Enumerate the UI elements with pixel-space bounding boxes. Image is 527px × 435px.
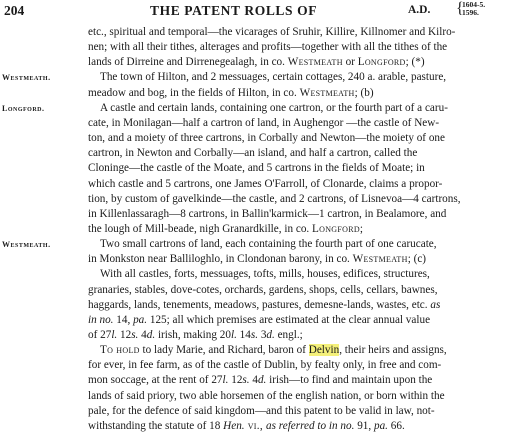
text-segment: lands of said priory, two able horsemen of the english nation, or born within the [88,389,445,402]
text-segment: l. [111,329,118,341]
line-text [88,403,435,419]
text-segment: Two small cartrons of land, each containing the fourth part of one carucate, [100,238,437,251]
text-segment: d. [146,329,156,341]
text-segment: d. [257,374,267,387]
text-segment: l. [230,329,237,341]
line-text [100,69,446,85]
line-text [88,418,405,434]
text-segment: 12 [228,374,243,387]
text-segment: pa. [133,313,148,326]
text-segment: ; [359,222,364,235]
text-segment: Westmeath [287,56,343,69]
text-segment: d. [266,329,275,341]
text-segment: nen; with all their tithes, alterages and profits—together with all the tithes of the [88,41,448,54]
line-text [100,266,430,282]
text-segment: vi., [244,419,267,432]
text-segment: l. [222,374,229,387]
line-text [88,327,303,343]
text-segment: 14 [236,329,251,341]
line-text [88,206,446,222]
text-segment: cate, in Monilagan—half a cartron of land, in Aughengor —the castle of New- [88,116,440,129]
text-segment: lands of Dirreine and Dirrenegealagh, in co. [88,56,288,69]
text-segment: pa. [373,419,388,432]
line-text [100,342,447,358]
margin-note: Westmeath. [2,240,51,250]
page-header [0,0,527,24]
line-text [88,176,442,192]
highlighted-term: Delvin [308,344,340,357]
year-start: 1604-5. [462,0,486,9]
text-segment: s. [242,374,250,387]
text-segment: 14, [113,313,134,326]
text-segment: 66. [387,419,405,432]
text-segment: in Killenlassaragh—8 cartrons, in Ballin'karmick—1 cartron, in Bealamore, and [88,207,447,220]
text-segment: in Monkston near Balliloghlo, in Clondonan barony, in co. [88,253,353,266]
text-segment: Longford [357,56,406,69]
text-segment: s. [250,329,259,341]
text-segment: which castle and 5 cartrons, one James O'Farroll, of Clonarde, claims a propor- [88,177,443,190]
line-text [88,221,363,237]
line-text [88,145,417,161]
line-text [88,251,426,267]
text-segment: ; (c) [407,253,427,266]
text-segment: engl.; [274,329,303,341]
text-segment: the lough of Mill-beade, nigh Granardkille, in co. [88,222,313,235]
text-segment: s. [131,329,139,341]
text-segment: ; (*) [405,56,425,69]
text-segment: 91, [354,419,374,432]
text-segment: for ever, in fee farm, as of the castle of Dublin, by fealty only, in free and com- [88,359,442,372]
text-segment: as [430,298,441,311]
line-text [88,282,438,298]
text-segment: pale, for the defence of said kingdom—and this patent to be valid in law, not- [88,404,435,417]
text-segment: meadow and bog, in the fields of Hilton, in co. [88,86,300,99]
text-segment: Westmeath [299,86,355,99]
page-number: 204 [4,3,25,18]
text-segment: cartron, in Newton and Corbally—an island, and half a cartron, called the [88,147,418,160]
text-segment: or [342,56,358,69]
running-title: THE PATENT ROLLS OF [150,3,318,18]
line-text [88,160,425,176]
line-text [88,191,461,207]
text-segment: Cloninge—the castle of the Moate, and 5 cartrons in the fields of Moate; [88,162,414,175]
text-segment: The town of Hilton, and 2 messuages, certain cottages, 240 a. arable, pasture, [100,71,447,84]
line-text [88,312,430,328]
text-segment: 12 [117,329,132,341]
line-text [88,388,445,404]
text-segment: of 27 [88,329,112,341]
line-text [88,85,374,101]
line-text [88,39,447,55]
margin-note: Longford. [2,103,45,113]
text-segment: 4 [249,374,258,387]
text-segment: Longford [312,222,360,235]
line-text [88,24,455,40]
year-end: 1596. [462,8,479,17]
text-segment: 3 [258,329,267,341]
text-segment: mon soccage, at the rent of 27 [88,374,223,387]
text-segment: withstanding the statute of 18 [88,419,224,432]
line-text [88,54,425,70]
date-prefix: A.D. [408,4,431,16]
text-segment: Westmeath [352,253,408,266]
year-brace: { [456,0,464,17]
text-segment: ton, and a moiety of three cartrons, in Corbally and Newton—the moiety of one [88,132,445,145]
text-segment: irish—to find and maintain upon the [266,374,433,387]
text-segment: To hold [100,344,140,357]
text-segment: tion, by custom of gavelkinde—the castle, and 2 cartrons, of Lisnevoa—4 cartrons, [88,192,461,205]
line-text [88,357,441,373]
year-range [462,1,485,17]
line-text [100,236,437,252]
text-segment: 125; all which premises are estimated at the clear annual value [147,313,431,326]
text-segment: Hen. [223,419,245,432]
text-segment: , their heirs and assigns, [339,344,447,357]
text-segment: in no. [88,313,114,326]
line-text [88,115,439,131]
text-segment: With all castles, forts, messuages, tofts, mills, houses, edifices, structures, [100,268,430,281]
text-segment: A castle and certain lands, containing one cartron, or the fourth part of a caru- [100,101,448,114]
line-text [100,100,448,116]
line-text [88,372,432,388]
text-segment: haggards, lands, tenements, meadows, pastures, demesne-lands, wastes, etc. [88,298,431,311]
line-text [88,297,440,313]
margin-note: Westmeath. [2,73,51,83]
text-segment: to lady Marie, and Richard, baron of [139,344,309,357]
text-segment: as referred to in no. [266,419,355,432]
text-segment: etc., spiritual and temporal—the vicarages of Sruhir, Killire, Killnomer and Kilro- [88,26,456,38]
line-text [88,130,445,146]
text-segment: ; (b) [354,86,374,99]
text-segment: granaries, stables, dove-cotes, orchards, gardens, shops, cells, cellars, bawnes, [88,283,438,296]
text-segment: irish, making 20 [155,329,231,341]
text-segment: 4 [138,329,147,341]
text-segment: in [413,162,425,175]
